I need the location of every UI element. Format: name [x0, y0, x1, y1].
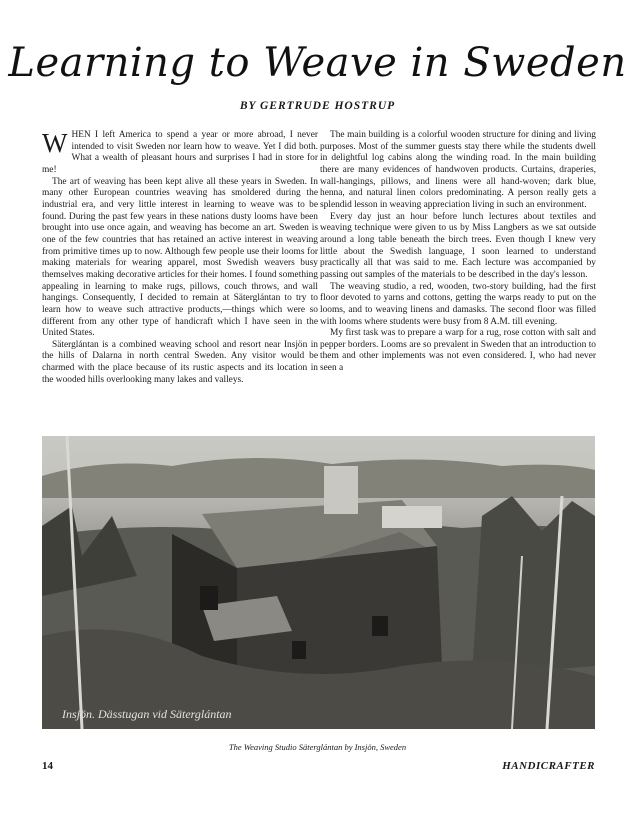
paragraph: My first task was to prepare a warp for a rug, rose cotton with salt and pepper borders. Looms are so prevalent in Sweden that an introduction to them and other implements was not even considered. I, who had never seen a — [320, 328, 596, 374]
right-column — [320, 130, 596, 375]
photo-caption: The Weaving Studio Säterglántan by Insjön, Sweden — [228, 742, 407, 752]
photo-drawing — [42, 436, 595, 729]
paragraph: The weaving studio, a red, wooden, two-story building, had the first floor devoted to yarns and cottons, getting the warps ready to put on the looms, and to weaving linens and damasks. The second floor was filled with looms where students were busy from 8 A.M. till evening. — [320, 281, 596, 327]
page-number: 14 — [42, 760, 53, 772]
photo-inscription: Insjön. Dässtugan vid Säterglántan — [62, 707, 232, 721]
article-byline: BY GERTRUDE HOSTRUP — [239, 100, 396, 112]
paragraph: The art of weaving has been kept alive all these years in Sweden. In many other European countries weaving has smoldered during the industrial era, and very little interest in learning to weave was to be found. During the past few years in these nations dusty looms have been brought into use once again, and weaving has become an art. Sweden is one of the few countries that has retained an active interest in weaving from primitive times up to now. Although few people use their looms for making materials for wearing apparel, most Swedish weavers busy themselves making decorative articles for their homes. I found something appealing in learning to make rugs, pillows, couch throws, and wall hangings. Consequently, I decided to remain at Säterglántan to try to learn how to weave such attractive products,—things which were so different from any other type of handicraft which I have seen in the United States. — [42, 176, 318, 339]
chimney — [324, 466, 358, 514]
paragraph: Säterglántan is a combined weaving school and resort near Insjön in the hills of Dalarna in north central Sweden. Any visitor would be charmed with the place because of its rustic aspects and its location in the wooded hills overlooking many lakes and valleys. — [42, 339, 318, 385]
paragraph: The main building is a colorful wooden structure for dining and living purposes. Most of the summer guests stay there while the students dwell in delightful log cabins along the winding road. In the main building there are many evidences of handwoven products. Curtains, draperies, wall-hangings, pillows, and linens were all hand-woven; dark blue, henna, and natural linen colors predominating. A person really gets a splendid lesson in weaving appreciation living in such an environment. — [320, 130, 596, 210]
left-column — [42, 130, 318, 386]
window — [292, 641, 306, 659]
window — [372, 616, 388, 636]
trees-right — [472, 496, 595, 676]
weaving-studio-photo — [42, 436, 595, 729]
publication-name: HANDICRAFTER — [502, 760, 595, 772]
window — [200, 586, 218, 610]
drop-cap: W — [42, 128, 68, 158]
paragraph: WHEN I left America to spend a year or more abroad, I never intended to visit Sweden nor learn how to weave. Yet I did both. What a wealth of pleasant hours and surprises I had in store for me! — [42, 128, 318, 175]
article-title: Learning to Weave in Sweden — [8, 40, 627, 86]
side-building — [382, 506, 442, 528]
paragraph: Every day just an hour before lunch lectures about textiles and weaving technique were given to us by Miss Langbers as we sat outside around a long table beneath the birch trees. Even though I knew very little about the Swedish language, I soon learned to understand practically all that was said to me. Each lecture was accompanied by passing out samples of the materials to be described in the day's lesson. — [320, 211, 596, 280]
